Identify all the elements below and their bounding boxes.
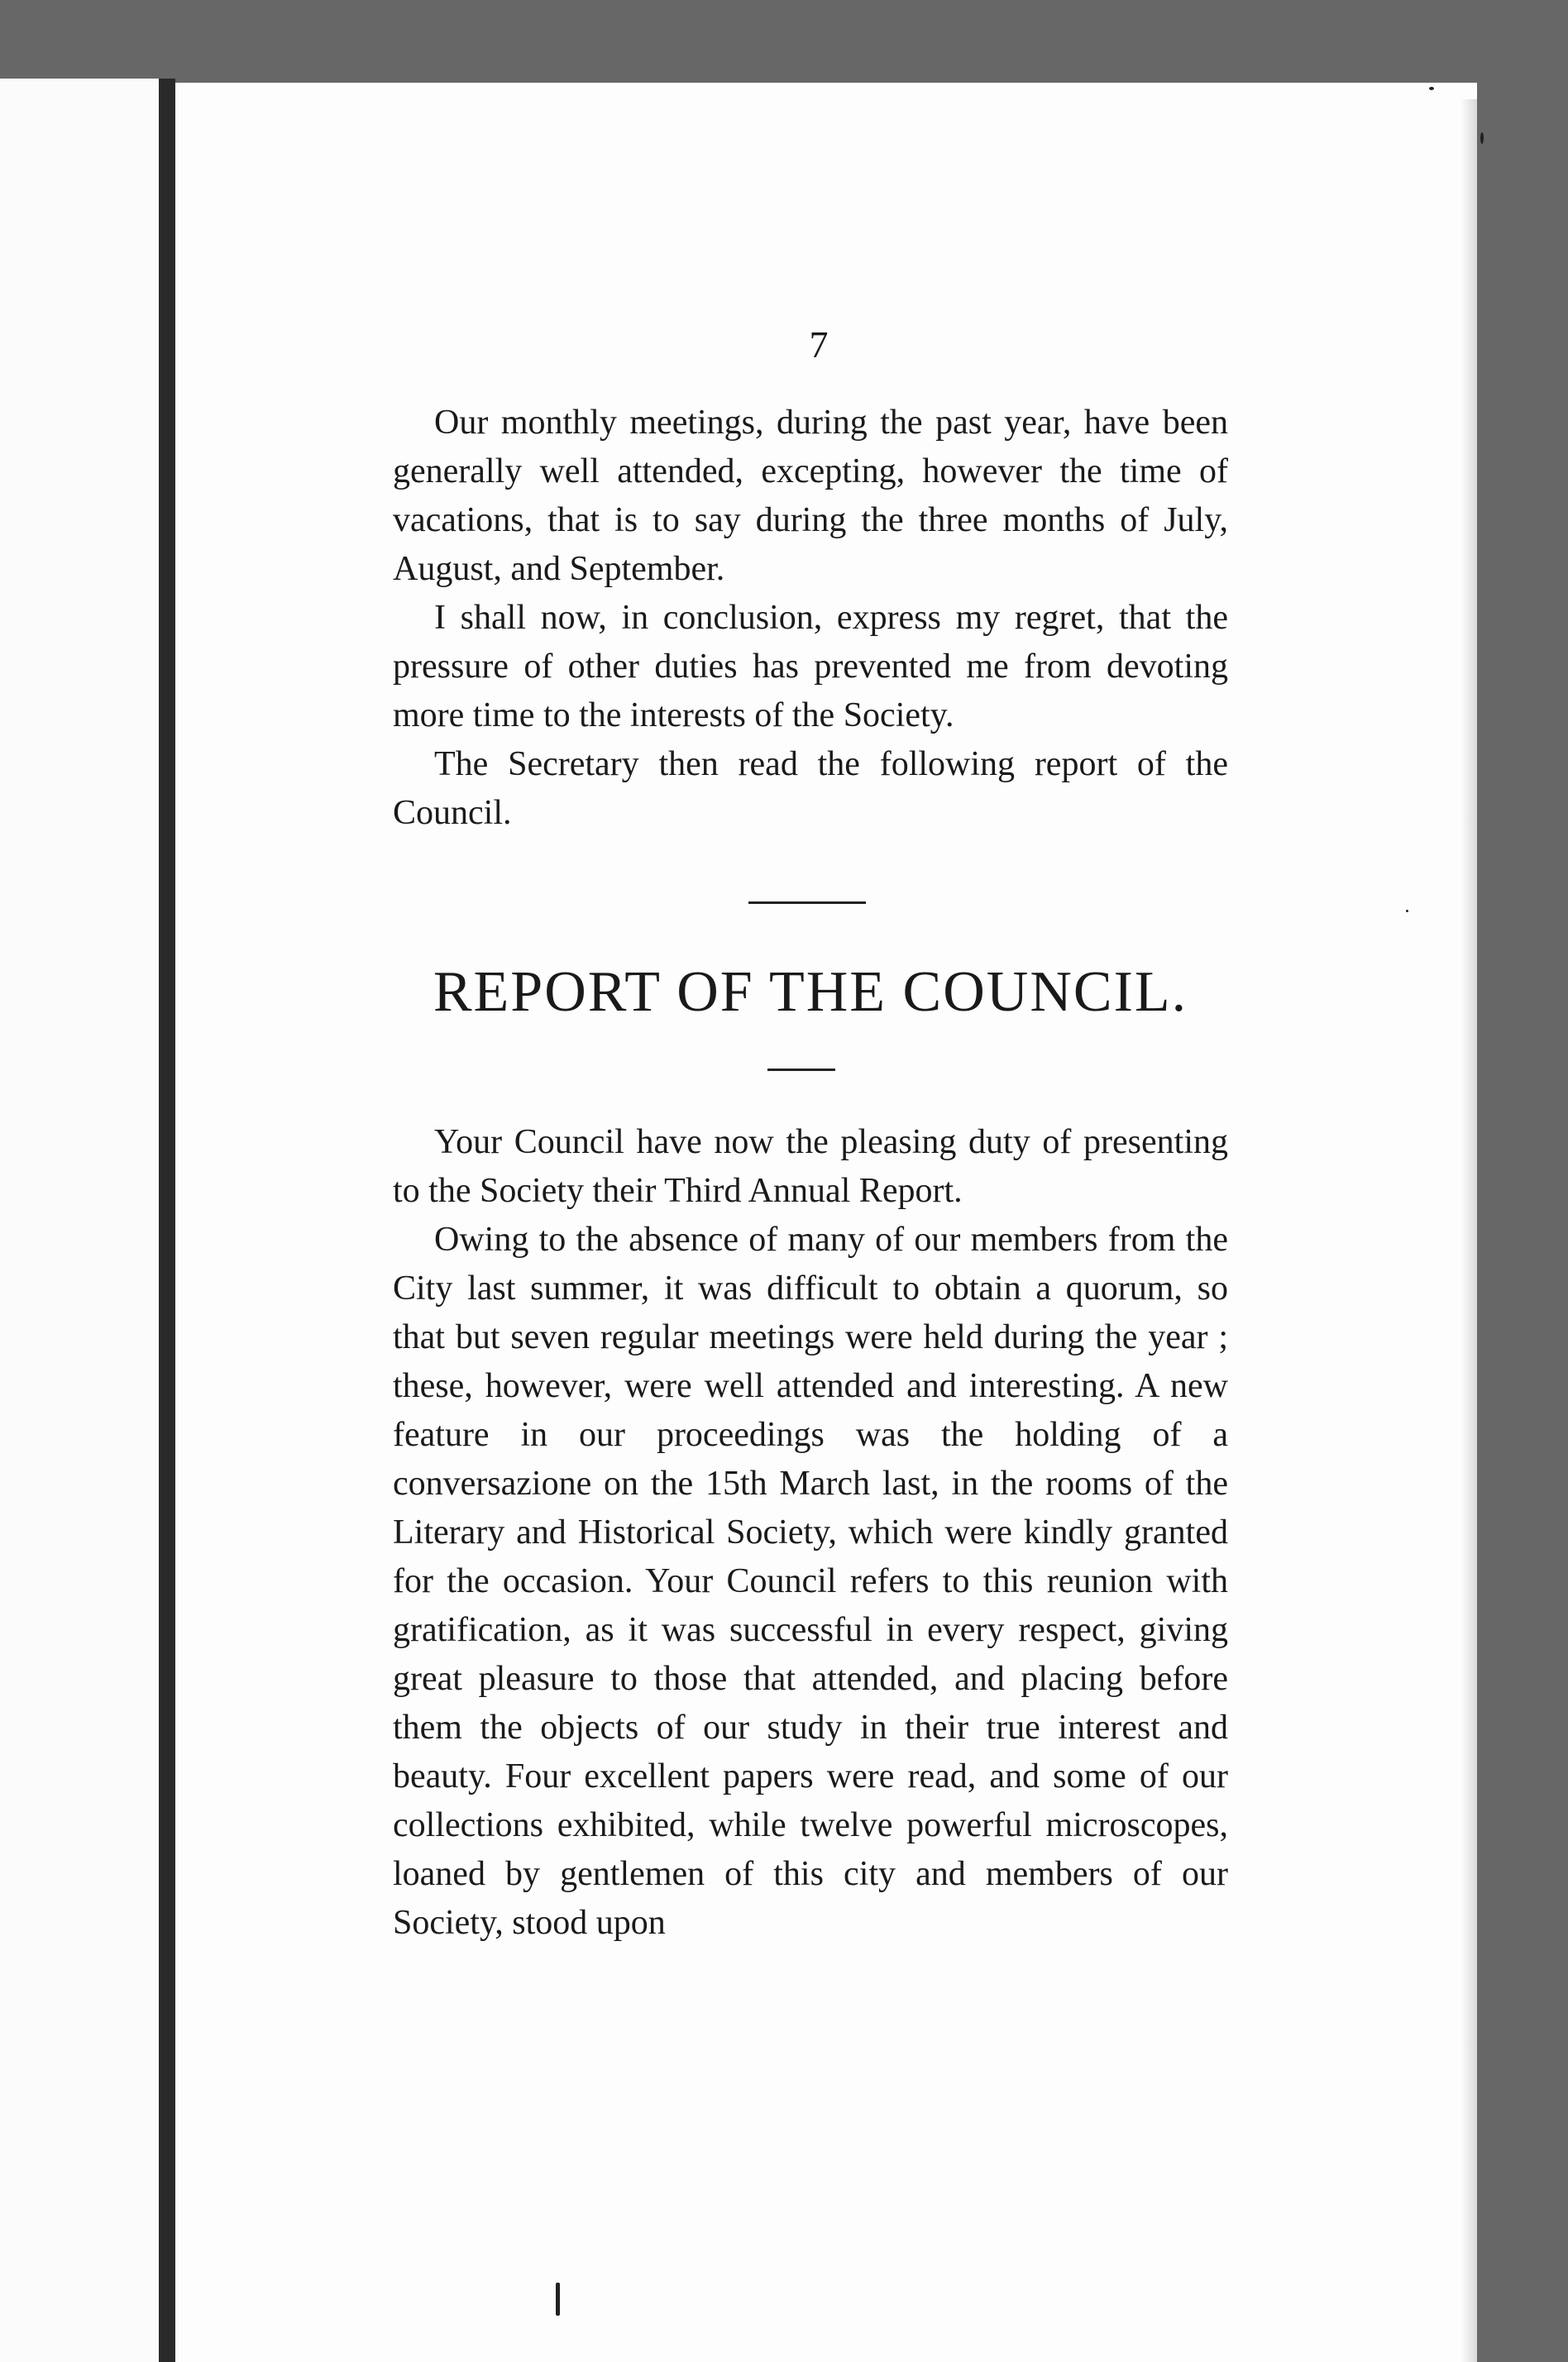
paragraph-secretary: The Secretary then read the following report of the Council. — [393, 745, 1228, 832]
scan-speck — [1480, 132, 1484, 144]
scan-speck — [1429, 87, 1434, 90]
paragraph-meetings-conversazione: Owing to the absence of many of our members from the City last summer, it was difficult to obtain a quorum, so that but seven regular meetings were held during the year ; these, however, were well attended and interesting. A new feature in our proceedings was the holding of a conversazione on the 15th March last, in the rooms of the Literary and Historical Society, which were kindly granted for the occasion. Your Council refers to this reunion with gratification, as it was successful in every respect, giving great pleasure to those that attended, and placing before them the objects of our study in their true interest and beauty. Four excellent papers were read, and some of our collections exhibited, while twelve powerful microscopes, loaned by gentlemen of this city and members of our Society, stood upon — [393, 1221, 1228, 1942]
facing-page-edge — [0, 79, 159, 2362]
page-number: 7 — [809, 323, 829, 366]
scan-mark — [556, 2283, 560, 2316]
rule-above-heading — [748, 901, 866, 904]
rule-below-heading — [767, 1069, 835, 1071]
book-gutter — [159, 79, 175, 2362]
paragraph-monthly-meetings: Our monthly meetings, during the past year, have been generally well attended, excepting, however the time of vacations, that is to say during the three months of July, August, and September. — [393, 404, 1228, 588]
page-right-edge — [1460, 99, 1477, 2362]
paragraph-annual-report: Your Council have now the pleasing duty of presenting to the Society their Third Annual Report. — [393, 1123, 1228, 1210]
report-text — [393, 1118, 1228, 1948]
scan-speck — [1406, 910, 1408, 912]
section-heading: REPORT OF THE COUNCIL. — [433, 960, 1188, 1024]
paragraph-conclusion: I shall now, in conclusion, express my regret, that the pressure of other duties has prevented me from devoting more time to the interests of the Society. — [393, 599, 1228, 734]
intro-text — [393, 399, 1228, 838]
